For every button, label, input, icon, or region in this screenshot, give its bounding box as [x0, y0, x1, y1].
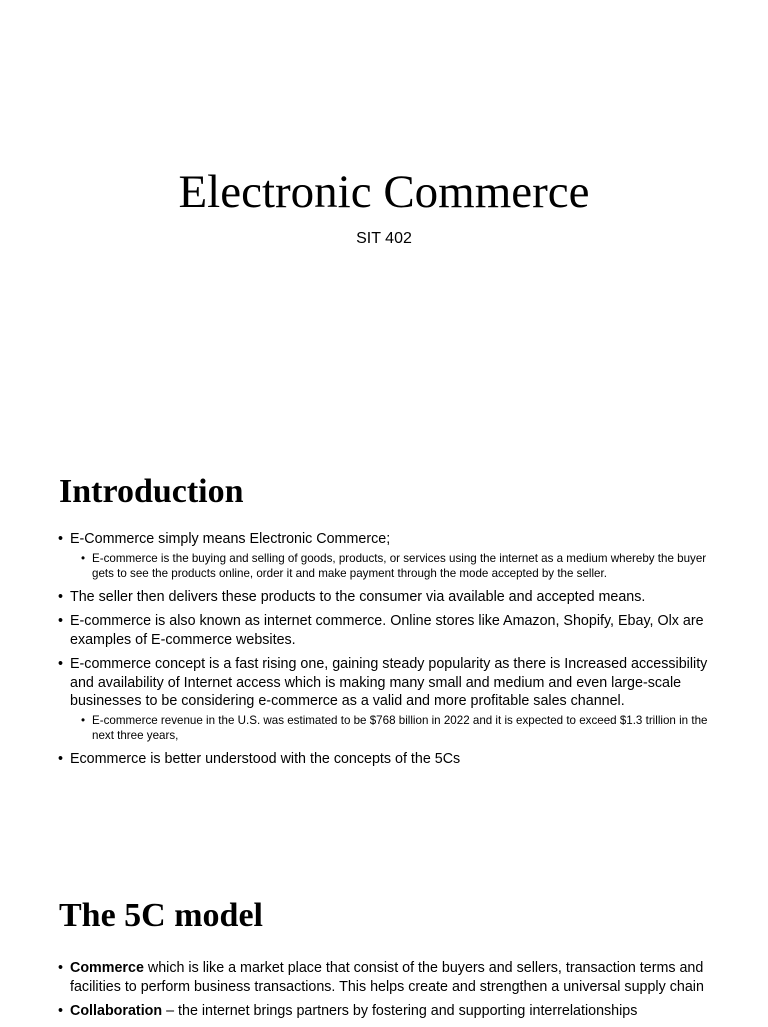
bullet-item [58, 959, 718, 996]
bullet-term: Collaboration [70, 1003, 163, 1019]
bullet-item [58, 1002, 718, 1021]
sub-bullet-item: • E-commerce revenue in the U.S. was estimated to be $768 billion in 2022 and it is expected to exceed $1.3 trillion in the next three years, [70, 713, 718, 744]
bullet-item [58, 588, 718, 607]
five-c-heading: The 5C model [59, 897, 263, 934]
bullet-text: – the internet brings partners by fostering and supporting interrelationships [162, 1003, 638, 1019]
bullet-term: Commerce [70, 960, 144, 976]
bullet-text: E-commerce concept is a fast rising one, gaining steady popularity as there is Increased accessibility and availability of Internet access which is making many small and medium and even large-scale businesses to be considering e-commerce as a valid and more profitable sales channel. [70, 656, 708, 710]
five-c-bullet-list [58, 959, 718, 1027]
bullet-text: E-Commerce simply means Electronic Commerce; [70, 531, 391, 547]
title-slide [0, 0, 768, 430]
slide-title: Electronic Commerce [178, 166, 590, 218]
sub-bullet-list [70, 551, 718, 582]
bullet-item [58, 750, 718, 769]
bullet-item [58, 655, 718, 744]
sub-bullet-list [70, 713, 718, 744]
introduction-bullet-list [58, 530, 718, 774]
bullet-item [58, 530, 718, 582]
slide-subtitle: SIT 402 [356, 230, 412, 247]
bullet-text: E-commerce is also known as internet commerce. Online stores like Amazon, Shopify, Ebay, Olx are examples of E-commerce websites. [70, 613, 704, 648]
bullet-text: The seller then delivers these products to the consumer via available and accepted means. [70, 588, 646, 605]
introduction-heading: Introduction [59, 473, 244, 510]
bullet-text: which is like a market place that consist of the buyers and sellers, transaction terms and facilities to perform business transactions. This helps create and strengthen a universal supply chain [70, 960, 704, 995]
sub-bullet-item: • E-commerce is the buying and selling of goods, products, or services using the internet as a medium whereby the buyer gets to see the products online, order it and make payment through the mode accepted by the seller. [70, 551, 718, 582]
bullet-text: Ecommerce is better understood with the concepts of the 5Cs [70, 750, 461, 767]
bullet-item [58, 612, 718, 649]
